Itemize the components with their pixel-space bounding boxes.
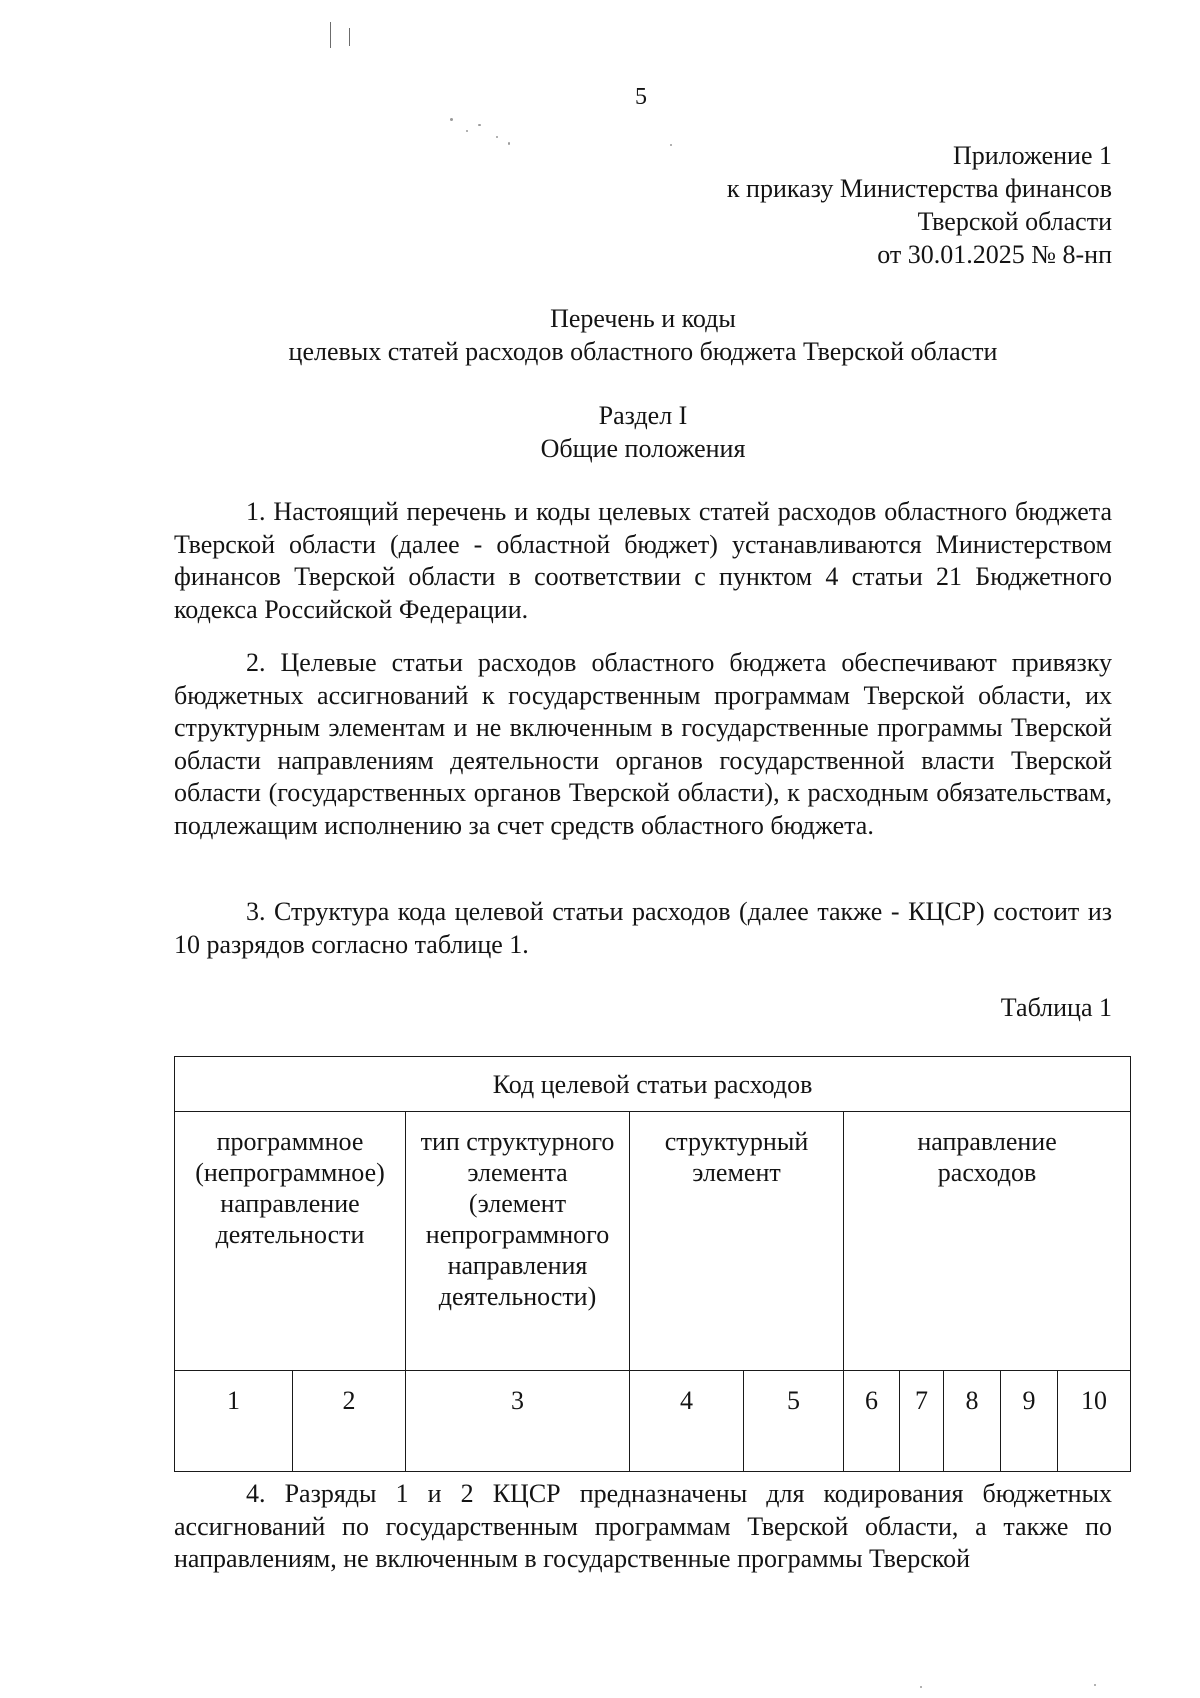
group-label-line: тип структурного (420, 1127, 615, 1156)
paragraph-1: 1. Настоящий перечень и коды целевых статей расходов областного бюджета Тверской области (далее - областной бюджет) устанавливаются Министерством финансов Тверской области в соответствии с пунктом 4 статьи 21 Бюджетного кодекса Российской Федерации. (174, 497, 1112, 624)
scan-artifact-line (330, 22, 331, 48)
group-label-line: (непрограммное) (195, 1158, 385, 1187)
digit-cell: 7 (900, 1371, 944, 1472)
document-title-line: Перечень и коды (550, 304, 736, 333)
group-expense-direction (844, 1112, 1131, 1371)
page-number: 5 (635, 84, 647, 110)
group-label-line: направление (917, 1127, 1057, 1156)
table-caption: Таблица 1 (1000, 993, 1112, 1022)
group-label-line: направление (220, 1189, 360, 1218)
section-name: Общие положения (540, 434, 746, 463)
scan-artifact-speck (450, 118, 453, 121)
scan-artifact-speck (1094, 1684, 1096, 1686)
group-structural-element (630, 1112, 844, 1371)
digit-cell: 2 (293, 1371, 406, 1472)
section-number: Раздел I (598, 401, 688, 430)
digit-cell: 10 (1058, 1371, 1131, 1472)
group-label-line: направления (447, 1251, 588, 1280)
group-program-direction (175, 1112, 406, 1371)
group-label-line: структурный (664, 1127, 809, 1156)
digit-cell: 9 (1001, 1371, 1058, 1472)
digit-cell: 6 (844, 1371, 900, 1472)
document-title-line: целевых статей расходов областного бюджета Тверской области (288, 337, 998, 366)
group-label-line: программное (216, 1127, 364, 1156)
appendix-header (727, 139, 1112, 271)
digit-cell: 1 (175, 1371, 293, 1472)
digit-cell: 5 (744, 1371, 844, 1472)
group-label-line: элемент (692, 1158, 781, 1187)
appendix-line: Тверской области (917, 207, 1112, 236)
scan-artifact-speck (496, 136, 498, 138)
section-heading (174, 399, 1112, 465)
group-label-line: расходов (937, 1158, 1037, 1187)
scan-artifact-line (349, 28, 350, 46)
appendix-line: Приложение 1 (952, 141, 1112, 170)
paragraph-3: 3. Структура кода целевой статьи расходов (далее также - КЦСР) состоит из 10 разрядов согласно таблице 1. (174, 897, 1112, 959)
digit-cell: 4 (630, 1371, 744, 1472)
appendix-date-number: от 30.01.2025 № 8-нп (877, 240, 1112, 269)
group-label-line: деятельности) (438, 1282, 597, 1311)
group-structural-element-type (406, 1112, 630, 1371)
kcsr-structure-table (174, 1056, 1131, 1472)
scan-artifact-speck (508, 142, 510, 145)
group-label-line: (элемент (468, 1189, 567, 1218)
paragraph-4: 4. Разряды 1 и 2 КЦСР предназначены для кодирования бюджетных ассигнований по государственным программам Тверской области, а также по направлениям, не включенным в государственные программы Тверской (174, 1479, 1112, 1573)
group-label-line: элемента (467, 1158, 568, 1187)
paragraph-2: 2. Целевые статьи расходов областного бюджета обеспечивают привязку бюджетных ассигнований к государственным программам Тверской области, их структурным элементам и не включенным в государственные программы Тверской области направлениям деятельности органов государственной власти Тверской области (государственных органов Тверской области), к расходным обязательствам, подлежащим исполнению за счет средств областного бюджета. (174, 648, 1112, 840)
group-label-line: непрограммного (425, 1220, 610, 1249)
scan-artifact-speck (466, 130, 468, 132)
appendix-line: к приказу Министерства финансов (726, 174, 1112, 203)
document-title (174, 302, 1112, 368)
scan-artifact-speck (670, 144, 672, 146)
digit-cell: 3 (406, 1371, 630, 1472)
group-label-line: деятельности (215, 1220, 365, 1249)
table-header: Код целевой статьи расходов (175, 1057, 1131, 1112)
scan-artifact-speck (478, 124, 481, 126)
digit-cell: 8 (944, 1371, 1001, 1472)
scan-artifact-speck (920, 1686, 922, 1688)
